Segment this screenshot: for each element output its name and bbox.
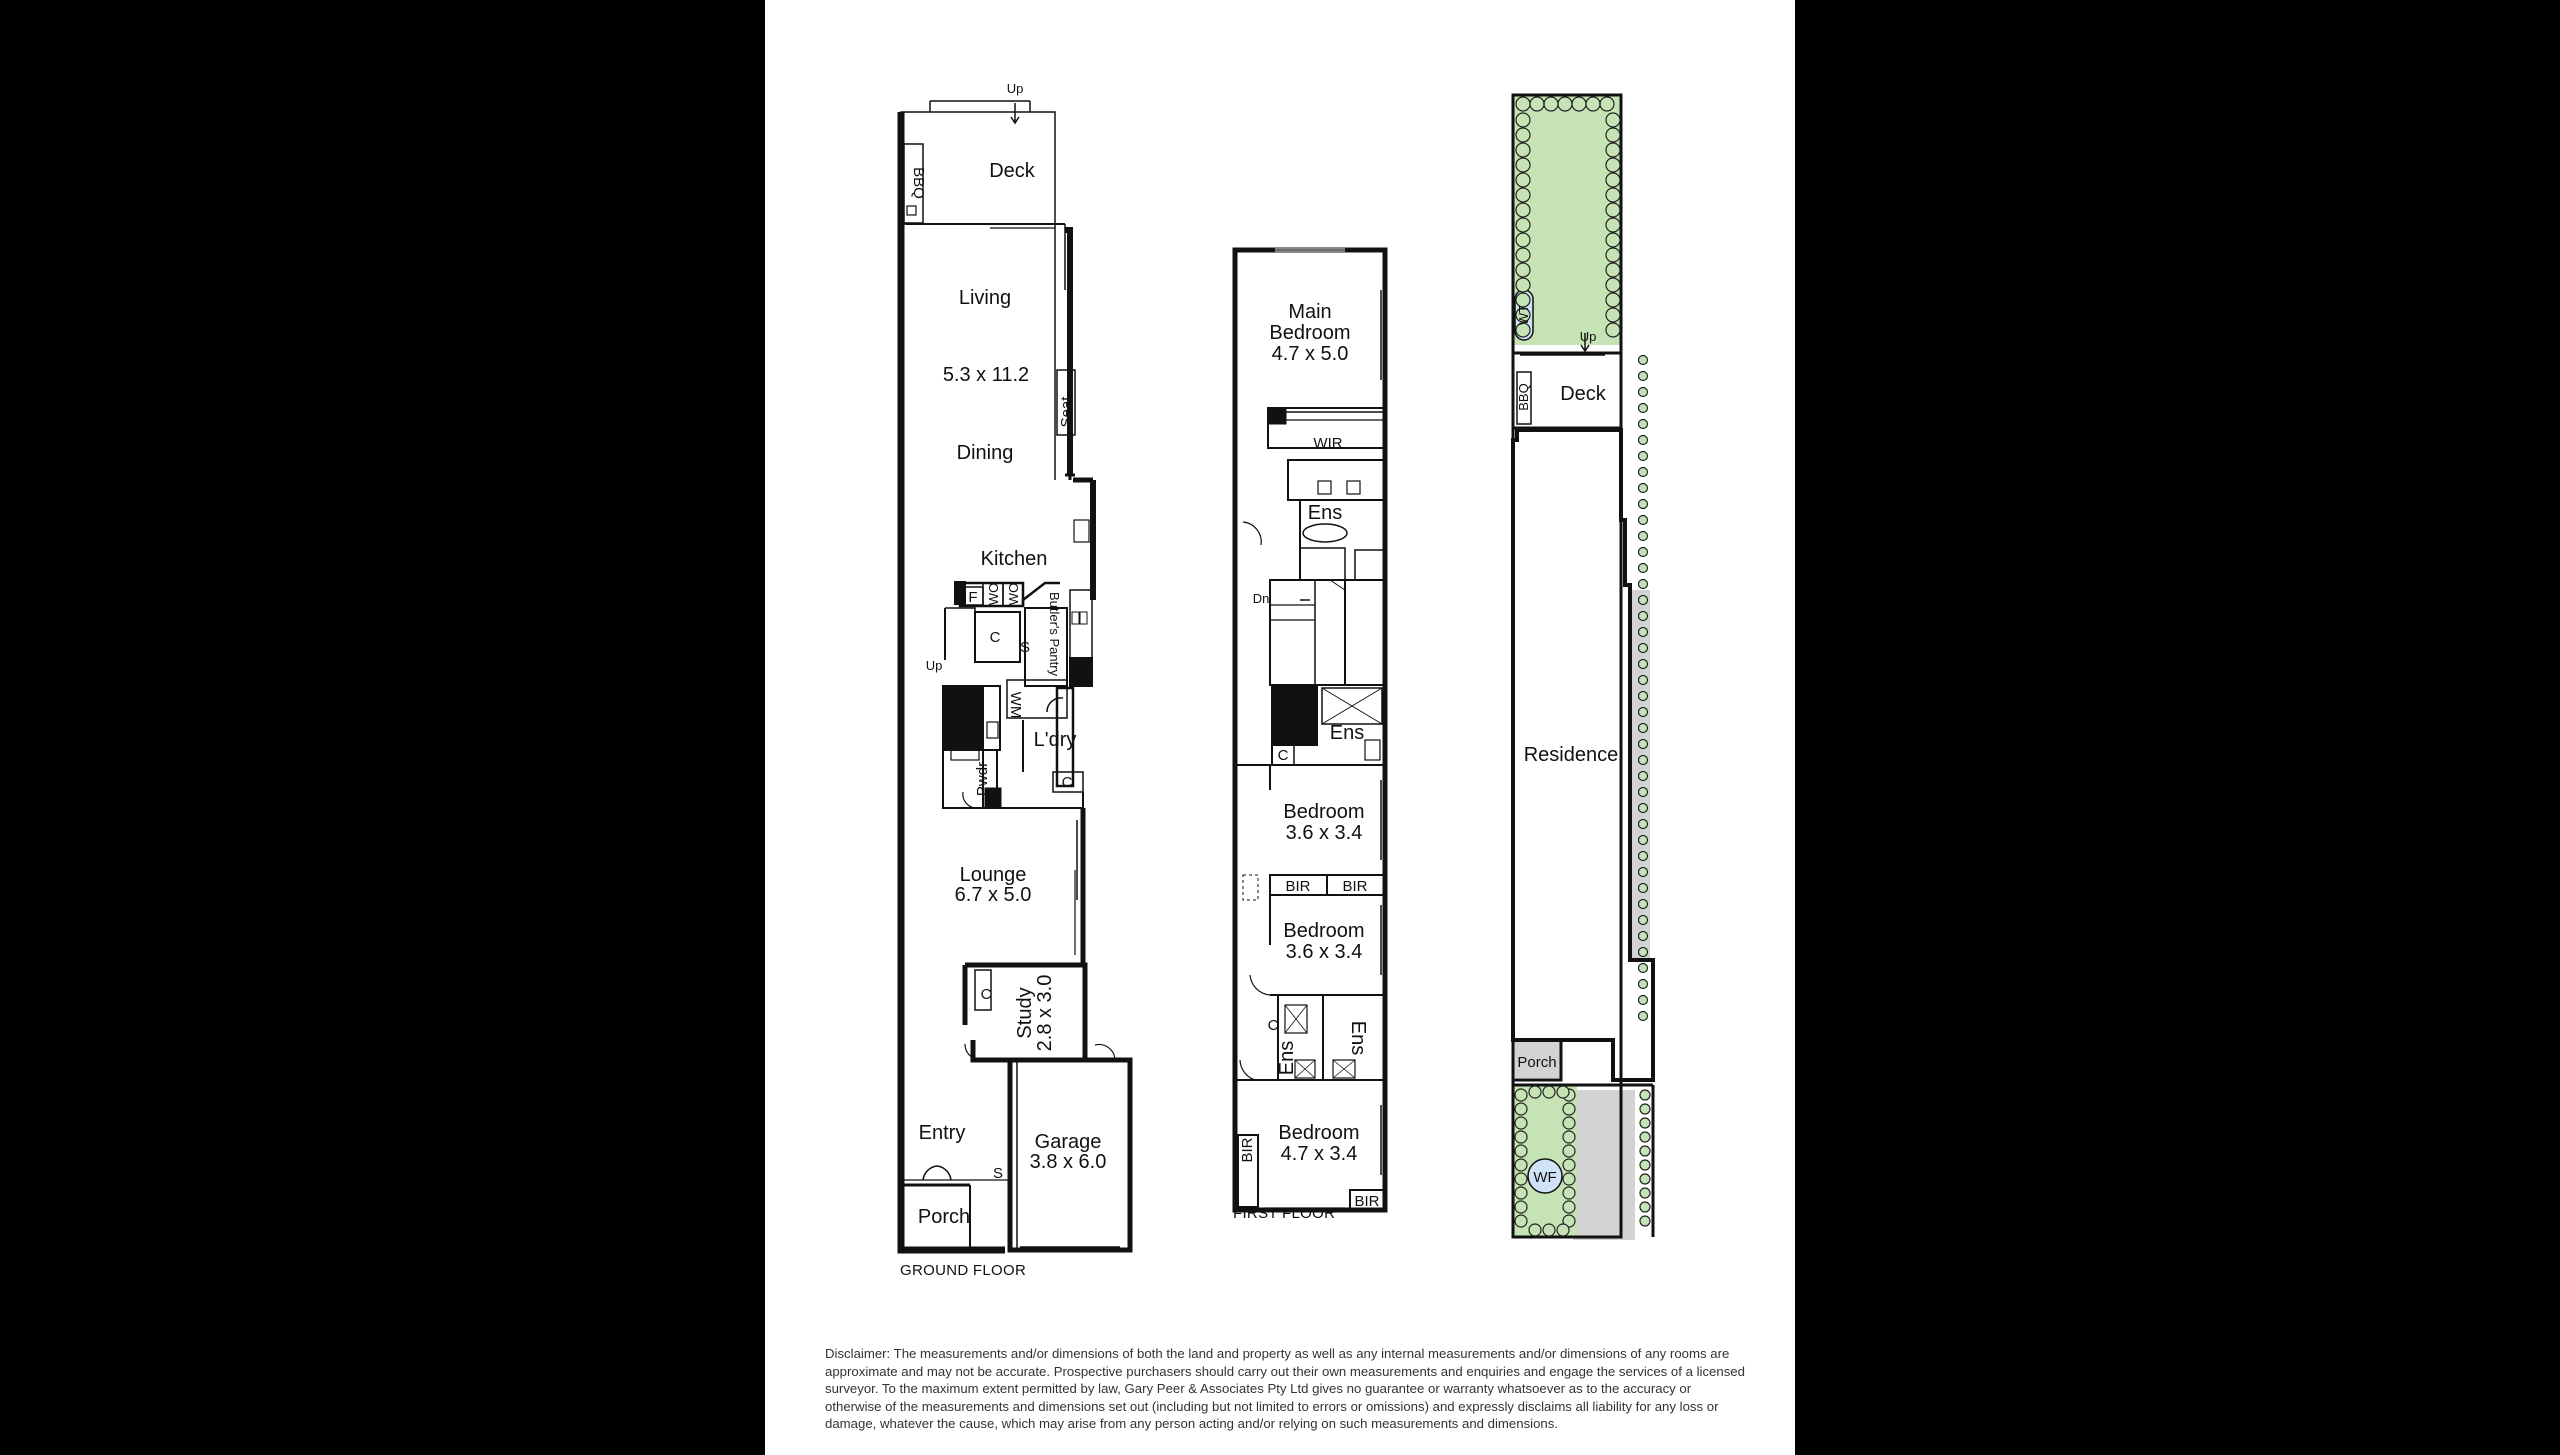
shrub-icon	[1544, 97, 1558, 111]
ff-cupboard2-label: C	[1267, 1017, 1279, 1034]
gf-up-stair-label: Up	[925, 658, 943, 673]
shrub-icon	[1639, 1012, 1648, 1021]
shrub-icon	[1516, 188, 1530, 202]
shrub-icon	[1515, 1145, 1527, 1157]
shrub-icon	[1563, 1201, 1575, 1213]
shrub-icon	[1606, 113, 1620, 127]
shrub-icon	[1516, 263, 1530, 277]
shrub-icon	[1639, 356, 1648, 365]
ff-bir3-label: BIR	[1239, 1137, 1256, 1163]
shrub-icon	[1529, 1086, 1541, 1098]
shrub-icon	[1516, 278, 1530, 292]
shrub-icon	[1639, 772, 1648, 781]
shrub-icon	[1563, 1173, 1575, 1185]
shrub-icon	[1557, 1224, 1569, 1236]
ff-ens1-label: Ens	[1307, 502, 1343, 524]
gf-wm-label: WM	[1007, 691, 1024, 719]
shrub-icon	[1639, 916, 1648, 925]
ff-bedroom4-label: Bedroom	[1278, 1122, 1360, 1144]
shrub-icon	[1639, 452, 1648, 461]
gf-cupboard1-label: C	[989, 629, 1001, 646]
shrub-icon	[1563, 1145, 1575, 1157]
shrub-icon	[1529, 1224, 1541, 1236]
shrub-icon	[1639, 420, 1648, 429]
shrub-icon	[1639, 580, 1648, 589]
ff-dn-label: Dn	[1252, 591, 1270, 606]
gf-up-top-label: Up	[1006, 81, 1024, 96]
shrub-icon	[1639, 996, 1648, 1005]
ground-floor-plan	[901, 101, 1130, 1250]
shrub-icon	[1640, 1118, 1650, 1128]
shrub-icon	[1563, 1117, 1575, 1129]
gf-butlers-pantry-label: Butler's Pantry	[1047, 591, 1062, 677]
ff-ens3-label: Ens	[1276, 1040, 1298, 1076]
shrub-icon	[1639, 692, 1648, 701]
shrub-icon	[1640, 1216, 1650, 1226]
shrub-icon	[1639, 564, 1648, 573]
sp-up-label: Up	[1579, 329, 1597, 344]
shrub-icon	[1606, 293, 1620, 307]
sp-paving-front	[1573, 1090, 1635, 1240]
first-floor-labels	[1233, 301, 1380, 1222]
ff-ens2-label: Ens	[1329, 722, 1365, 744]
shrub-icon	[1639, 500, 1648, 509]
gf-deck-label: Deck	[989, 160, 1035, 182]
shrub-icon	[1640, 1188, 1650, 1198]
site-plan-labels	[1516, 305, 1618, 1186]
gf-lounge-label: Lounge	[959, 864, 1027, 886]
gf-living-dims: 5.3 x 11.2	[942, 364, 1030, 386]
gf-kitchen-label: Kitchen	[980, 548, 1048, 570]
shrub-icon	[1639, 548, 1648, 557]
shrub-icon	[1639, 820, 1648, 829]
shrub-icon	[1639, 644, 1648, 653]
shrub-icon	[1639, 724, 1648, 733]
floorplan-sheet	[765, 0, 1795, 1455]
shrub-icon	[1515, 1215, 1527, 1227]
shrub-icon	[1515, 1103, 1527, 1115]
shrub-icon	[1586, 97, 1600, 111]
floorplan-drawing	[765, 0, 1795, 1455]
shrub-icon	[1558, 97, 1572, 111]
shrub-icon	[1606, 323, 1620, 337]
shrub-icon	[1606, 263, 1620, 277]
shrub-icon	[1639, 628, 1648, 637]
shrub-icon	[1515, 1131, 1527, 1143]
shrub-icon	[1639, 612, 1648, 621]
shrub-icon	[1640, 1104, 1650, 1114]
ff-ens4-label: Ens	[1347, 1020, 1369, 1056]
disclaimer-text: Disclaimer: The measurements and/or dimensions of both the land and property as well as any internal measurements and/or dimensions of any rooms are approximate and may not be accurate. Prospective purchasers should carry out their own measurements and enquiries and engage the services of a licensed surveyor. To the maximum extent permitted by law, Gary Peer & Associates Pty Ltd gives no guarantee or warranty whatsoever as to the accuracy or otherwise of the measurements and dimensions set out (including but not limited to errors or omissions) and expressly disclaims all liability for any loss or damage, whatever the cause, which may arise from any person acting and/or relying on such measurements and dimensions.	[825, 1346, 1745, 1431]
shrub-icon	[1639, 836, 1648, 845]
gf-powder-label: Pwdr	[974, 761, 991, 797]
shrub-icon	[1516, 158, 1530, 172]
sp-deck-label: Deck	[1560, 383, 1606, 405]
shrub-icon	[1606, 173, 1620, 187]
shrub-icon	[1606, 143, 1620, 157]
shrub-icon	[1639, 436, 1648, 445]
gf-study-dims: 2.8 x 3.0	[1034, 974, 1056, 1052]
gf-lounge-dims: 6.7 x 5.0	[954, 884, 1032, 906]
shrub-icon	[1516, 97, 1530, 111]
gf-garage-dims: 3.8 x 6.0	[1029, 1151, 1107, 1173]
shrub-icon	[1639, 804, 1648, 813]
shrub-icon	[1515, 1201, 1527, 1213]
shrub-icon	[1639, 516, 1648, 525]
shrub-icon	[1639, 372, 1648, 381]
shrub-icon	[1639, 868, 1648, 877]
shrub-icon	[1640, 1132, 1650, 1142]
shrub-icon	[1563, 1187, 1575, 1199]
shrub-icon	[1516, 173, 1530, 187]
shrub-icon	[1516, 113, 1530, 127]
gf-cupboard2-label: C	[1061, 774, 1073, 791]
shrub-icon	[1640, 1146, 1650, 1156]
shrub-icon	[1640, 1174, 1650, 1184]
shrub-icon	[1516, 203, 1530, 217]
gf-laundry-label: L'dry	[1033, 729, 1077, 751]
shrub-icon	[1639, 484, 1648, 493]
shrub-icon	[1639, 948, 1648, 957]
gf-fridge-label: F	[968, 589, 978, 606]
shrub-icon	[1557, 1086, 1569, 1098]
gf-wo1-label: WO	[986, 582, 1001, 606]
ff-cupboard1-label: C	[1277, 747, 1289, 764]
shrub-icon	[1640, 1090, 1650, 1100]
shrub-icon	[1640, 1160, 1650, 1170]
ff-bedroom3-label: Bedroom	[1283, 920, 1365, 942]
gf-wo2-label: WO	[1006, 582, 1021, 606]
ff-bedroom2-label: Bedroom	[1283, 801, 1365, 823]
ff-main-bedroom-line2: Bedroom	[1269, 322, 1351, 344]
shrub-icon	[1639, 468, 1648, 477]
ff-bedroom3-dims: 3.6 x 3.4	[1285, 941, 1363, 963]
shrub-icon	[1516, 248, 1530, 262]
shrub-icon	[1639, 532, 1648, 541]
gf-garage-label: Garage	[1034, 1131, 1102, 1153]
shrub-icon	[1606, 278, 1620, 292]
ff-bir1-label: BIR	[1285, 878, 1311, 895]
shrub-icon	[1606, 203, 1620, 217]
shrub-icon	[1639, 884, 1648, 893]
shrub-icon	[1639, 788, 1648, 797]
ff-main-bedroom-dims: 4.7 x 5.0	[1271, 343, 1349, 365]
sp-residence-label: Residence	[1523, 744, 1619, 766]
shrub-icon	[1530, 97, 1544, 111]
shrub-icon	[1572, 97, 1586, 111]
gf-entry-label: Entry	[918, 1122, 966, 1144]
shrub-icon	[1639, 900, 1648, 909]
gf-storage2-label: S	[992, 1165, 1004, 1182]
gf-cupboard3-label: C	[980, 986, 992, 1003]
ff-main-bedroom-line1: Main	[1288, 301, 1332, 323]
ff-wir-label: WIR	[1313, 435, 1343, 452]
shrub-icon	[1563, 1131, 1575, 1143]
shrub-icon	[1515, 1187, 1527, 1199]
shrub-icon	[1515, 1089, 1527, 1101]
shrub-icon	[1516, 218, 1530, 232]
shrub-icon	[1543, 1224, 1555, 1236]
gf-porch-label: Porch	[917, 1206, 971, 1228]
shrub-icon	[1600, 97, 1614, 111]
shrub-icon	[1606, 188, 1620, 202]
shrub-icon	[1639, 756, 1648, 765]
shrub-icon	[1606, 128, 1620, 142]
shrub-icon	[1639, 852, 1648, 861]
shrub-icon	[1563, 1103, 1575, 1115]
shrub-icon	[1639, 676, 1648, 685]
shrub-icon	[1516, 128, 1530, 142]
shrub-icon	[1639, 660, 1648, 669]
ff-bedroom4-dims: 4.7 x 3.4	[1280, 1143, 1358, 1165]
gf-living-label: Living	[958, 287, 1012, 309]
shrub-icon	[1606, 248, 1620, 262]
shrub-icon	[1515, 1117, 1527, 1129]
ff-caption: FIRST FLOOR	[1233, 1205, 1336, 1222]
sp-wf-label: WF	[1533, 1169, 1557, 1186]
ff-bedroom2-dims: 3.6 x 3.4	[1285, 822, 1363, 844]
shrub-icon	[1639, 596, 1648, 605]
gf-dining-label: Dining	[956, 442, 1014, 464]
sp-bbq-label: BBQ	[1516, 383, 1531, 411]
shrub-icon	[1639, 980, 1648, 989]
shrub-icon	[1606, 158, 1620, 172]
shrub-icon	[1639, 964, 1648, 973]
shrub-icon	[1516, 233, 1530, 247]
shrub-icon	[1639, 404, 1648, 413]
shrub-icon	[1606, 308, 1620, 322]
ff-bir2-label: BIR	[1342, 878, 1368, 895]
gf-seat-label: Seat	[1058, 396, 1075, 428]
shrub-icon	[1563, 1159, 1575, 1171]
sp-wt-label: WT	[1516, 304, 1531, 326]
gf-study-label: Study	[1014, 987, 1036, 1039]
gf-storage1-label: S	[1019, 639, 1031, 656]
shrub-icon	[1640, 1202, 1650, 1212]
shrub-icon	[1639, 740, 1648, 749]
shrub-icon	[1639, 708, 1648, 717]
shrub-icon	[1639, 932, 1648, 941]
shrub-icon	[1516, 143, 1530, 157]
shrub-icon	[1515, 1173, 1527, 1185]
shrub-icon	[1543, 1086, 1555, 1098]
gf-caption: GROUND FLOOR	[900, 1262, 1027, 1279]
ff-bir4-label: BIR	[1354, 1193, 1380, 1210]
sp-porch-label: Porch	[1517, 1054, 1557, 1071]
shrub-icon	[1606, 233, 1620, 247]
shrub-icon	[1606, 218, 1620, 232]
shrub-icon	[1515, 1159, 1527, 1171]
shrub-icon	[1639, 388, 1648, 397]
gf-bbq-label: BBQ	[910, 167, 927, 199]
